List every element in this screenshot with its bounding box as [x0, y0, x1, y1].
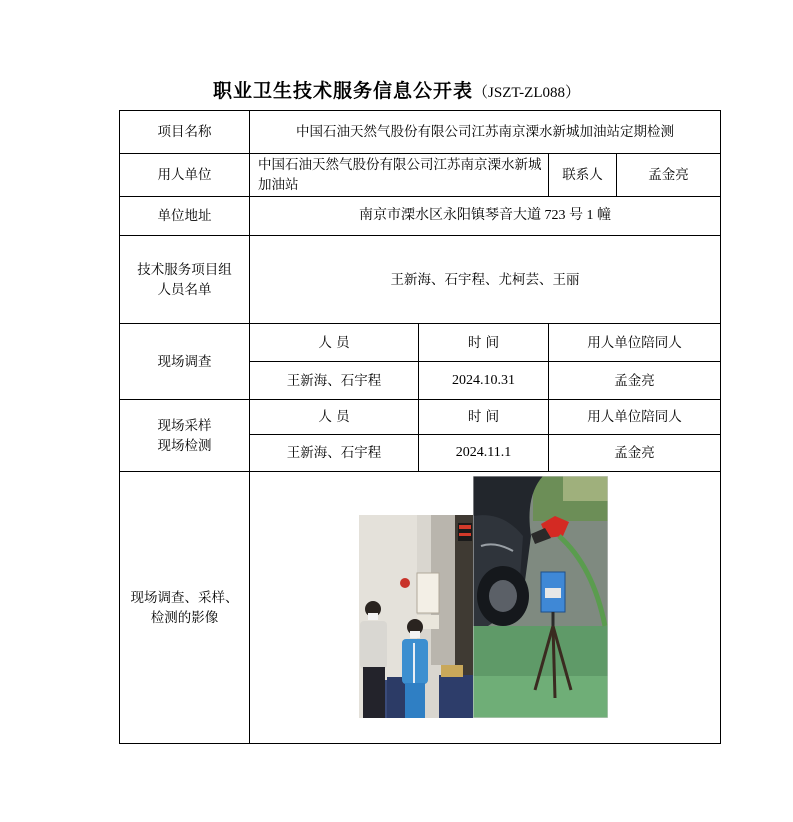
sampling-companion: 孟金亮	[549, 435, 721, 472]
survey-personnel: 王新海、石宇程	[250, 362, 419, 400]
employer-value: 中国石油天然气股份有限公司江苏南京溧水新城加油站	[250, 154, 549, 197]
sampling-header-time: 时 间	[419, 400, 549, 435]
sampling-header-companion: 用人单位陪同人	[549, 400, 721, 435]
sampling-label-line-2: 现场检测	[157, 437, 212, 454]
address-label: 单位地址	[120, 197, 250, 236]
row-images	[120, 472, 721, 744]
survey-label: 现场调查	[120, 324, 250, 400]
survey-header-personnel: 人 员	[250, 324, 419, 362]
photo-survey	[359, 515, 474, 718]
info-table	[119, 110, 721, 744]
team-value: 王新海、石宇程、尤柯芸、王丽	[250, 236, 721, 324]
sampling-label	[120, 400, 250, 472]
survey-time: 2024.10.31	[419, 362, 549, 400]
row-employer	[120, 154, 721, 197]
employer-label: 用人单位	[120, 154, 250, 197]
photo-sampling-image	[473, 476, 608, 718]
sampling-label-line-1: 现场采样	[157, 417, 212, 434]
row-sampling-header	[120, 400, 721, 435]
project-name-label: 项目名称	[120, 111, 250, 154]
photo-sampling	[473, 476, 608, 718]
survey-companion: 孟金亮	[549, 362, 721, 400]
contact-value: 孟金亮	[617, 154, 721, 197]
contact-label: 联系人	[549, 154, 617, 197]
images-cell	[250, 472, 721, 744]
row-team	[120, 236, 721, 324]
photo-survey-image	[359, 515, 474, 718]
row-address	[120, 197, 721, 236]
sampling-personnel: 王新海、石宇程	[250, 435, 419, 472]
title-text: 职业卫生技术服务信息公开表	[213, 80, 474, 102]
sampling-header-personnel: 人 员	[250, 400, 419, 435]
images-label: 现场调查、采样、检测的影像	[120, 472, 250, 744]
survey-header-companion: 用人单位陪同人	[549, 324, 721, 362]
address-value: 南京市溧水区永阳镇琴音大道 723 号 1 幢	[250, 197, 721, 236]
sampling-time: 2024.11.1	[419, 435, 549, 472]
project-name-value: 中国石油天然气股份有限公司江苏南京溧水新城加油站定期检测	[250, 111, 721, 154]
row-project-name	[120, 111, 721, 154]
document-code: （JSZT-ZL088）	[473, 85, 580, 101]
photo-area	[250, 472, 720, 743]
row-survey-header	[120, 324, 721, 362]
document-title	[0, 76, 793, 103]
team-label: 技术服务项目组人员名单	[120, 236, 250, 324]
survey-header-time: 时 间	[419, 324, 549, 362]
